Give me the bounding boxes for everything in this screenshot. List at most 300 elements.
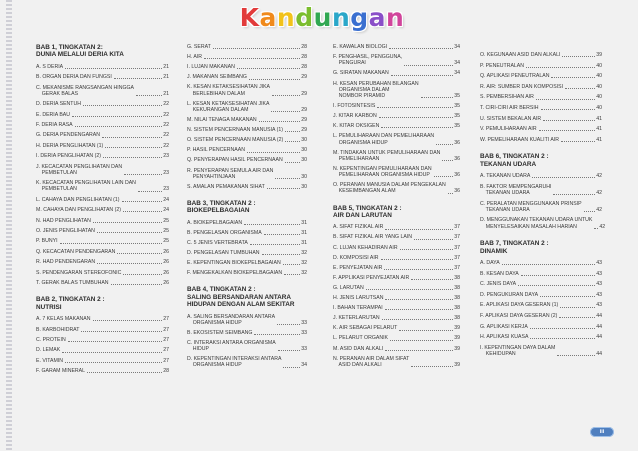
toc-entry[interactable] (36, 197, 169, 203)
toc-entry-page: 41 (596, 126, 602, 133)
toc-entry-title: O. PERANAN MANUSIA DALAM PENGEKALAN KESEIMBANGAN ALAM (333, 182, 446, 195)
toc-entry-title: G. APLIKASI KERJA (480, 323, 528, 330)
toc-entry-title: K. KITAR OKSIGEN (333, 123, 380, 130)
toc-entry[interactable] (36, 228, 169, 234)
toc-entry[interactable] (36, 64, 169, 70)
dot-leader (81, 331, 162, 332)
toc-entry[interactable] (187, 314, 307, 326)
dot-leader (278, 350, 301, 351)
dot-leader (434, 176, 454, 177)
dot-leader (436, 144, 453, 145)
dot-leader (105, 147, 162, 148)
toc-entry-page: 26 (163, 248, 169, 255)
toc-entry[interactable] (333, 305, 460, 311)
toc-entry[interactable] (480, 52, 602, 58)
toc-entry-title: O. JENIS PENGLIHATAN (36, 228, 95, 234)
dot-leader (389, 48, 453, 49)
toc-entry-page: 25 (163, 238, 169, 245)
toc-entry[interactable] (36, 122, 169, 128)
toc-entry-title: I. DERIA PENGLIHATAN (2) (36, 153, 101, 160)
dot-leader (414, 239, 453, 240)
toc-entry[interactable] (187, 84, 307, 96)
toc-entry-page: 37 (454, 254, 460, 261)
toc-entry-title: E. DERIA BAU (36, 111, 71, 118)
dot-leader (530, 338, 595, 339)
toc-entry[interactable] (36, 347, 169, 353)
toc-entry-title: F. APPLIKASI PENYEJATAN AIR (333, 274, 410, 281)
toc-entry[interactable] (480, 313, 602, 319)
dot-leader (390, 340, 453, 341)
toc-entry-page: 39 (454, 335, 460, 342)
toc-entry[interactable] (187, 330, 307, 336)
dot-leader (87, 372, 162, 373)
toc-entry-page: 41 (596, 136, 602, 143)
toc-entry[interactable] (333, 275, 460, 281)
toc-entry-page: 37 (454, 224, 460, 231)
toc-entry[interactable] (480, 345, 602, 357)
dot-leader (136, 95, 162, 96)
toc-entry-title: S. AMALAN PEMAKANAN SIHAT (187, 183, 265, 190)
toc-entry-page: 43 (596, 291, 602, 298)
toc-entry-page: 22 (163, 101, 169, 108)
dot-leader (204, 58, 300, 59)
dot-leader (411, 279, 453, 280)
toc-entry[interactable] (333, 255, 460, 261)
toc-entry-page: 43 (596, 260, 602, 266)
dot-leader (68, 341, 163, 342)
toc-entry-page: 33 (301, 319, 307, 326)
toc-entry[interactable] (187, 184, 307, 190)
toc-entry-title: R. HAD PENDENGARAN (36, 259, 96, 266)
toc-entry-title: F. MENGEKALKAN BIOKEPELBAGAIAN (187, 270, 283, 277)
dot-leader (584, 211, 596, 212)
toc-entry-page: 28 (301, 44, 307, 50)
toc-entry[interactable] (36, 259, 169, 265)
dot-leader (399, 330, 453, 331)
toc-entry[interactable] (333, 285, 460, 291)
toc-entry-page: 22 (163, 111, 169, 118)
toc-entry[interactable] (480, 281, 602, 287)
toc-entry[interactable] (187, 260, 307, 266)
dot-leader (97, 263, 162, 264)
toc-entry[interactable] (333, 224, 460, 230)
toc-entry-page: 36 (454, 155, 460, 162)
toc-entry[interactable] (36, 101, 169, 107)
toc-entry[interactable] (480, 173, 602, 179)
title-letter: n (386, 3, 405, 32)
toc-entry-page: 26 (163, 269, 169, 276)
toc-entry[interactable] (333, 44, 460, 50)
toc-entry[interactable] (480, 105, 602, 111)
toc-entry-page: 44 (596, 313, 602, 319)
dot-leader (404, 65, 453, 66)
toc-entry-title: G. SIRATAN MAKANAN (333, 70, 389, 77)
toc-entry-page: 26 (163, 259, 169, 266)
toc-entry-page: 28 (301, 64, 307, 71)
dot-leader (384, 269, 453, 270)
toc-entry-page: 31 (301, 229, 307, 236)
toc-entry-page: 23 (163, 186, 169, 193)
toc-entry-title: S. PENDENGARAN STEREOFONIC (36, 269, 122, 276)
dot-leader (122, 201, 163, 202)
toc-entry[interactable] (36, 143, 169, 149)
title-letter: a (259, 3, 277, 32)
dot-leader (400, 249, 454, 250)
toc-entry-page: 30 (301, 173, 307, 180)
toc-entry-title: C. 5 JENIS VERTEBRATA (187, 239, 248, 246)
toc-entry-page: 38 (454, 315, 460, 322)
toc-entry-title: D. KEPENTINGAN INTERAKSI ANTARA ORGANISMA HIDUP (187, 356, 282, 369)
toc-entry[interactable] (36, 74, 169, 80)
chapter-heading: BAB 1, TINGKATAN 2: DUNIA MELALUI DERIA KITA (36, 44, 124, 59)
toc-entry[interactable] (333, 234, 460, 240)
dot-leader (285, 141, 300, 142)
toc-entry-title: E. KAWALAN BIOLOGI (333, 44, 388, 50)
toc-entry-title: I. KEPENTINGAN DAYA DALAM KEHIDUPAN (480, 344, 556, 357)
toc-entry[interactable] (333, 356, 460, 368)
toc-entry-page: 42 (599, 223, 606, 230)
toc-entry-title: V. PEMULIHARAAN AIR (480, 126, 537, 133)
toc-entry[interactable] (333, 150, 460, 162)
toc-entry-title: N. HAD PENGLIHATAN (36, 217, 91, 224)
toc-entry[interactable] (187, 240, 307, 246)
toc-entry[interactable] (333, 54, 460, 66)
toc-entry[interactable] (480, 271, 602, 277)
toc-entry-title: N. SISTEM PENCERNAAN MANUSIA (1) (187, 127, 283, 134)
toc-entry-page: 33 (301, 329, 307, 336)
toc-entry[interactable] (480, 260, 602, 266)
toc-entry[interactable] (187, 44, 307, 50)
toc-entry-title: L. PELARUT ORGANIK (333, 335, 388, 342)
toc-entry[interactable] (36, 85, 169, 97)
toc-entry[interactable] (333, 265, 460, 271)
toc-entry-page: 29 (301, 106, 307, 113)
toc-entry-page: 29 (301, 127, 307, 134)
toc-entry-page: 35 (454, 92, 460, 99)
toc-entry[interactable] (187, 127, 307, 133)
toc-entry-title: A. SIFAT FIZIKAL AIR (333, 224, 384, 231)
toc-entry-page: 43 (596, 281, 602, 288)
toc-entry[interactable] (187, 74, 307, 80)
dot-leader (249, 79, 300, 80)
title-letter: g (350, 3, 369, 32)
toc-entry-title: Q. PENYERAPAN HASIL PENCERNAAN (187, 157, 283, 164)
toc-entry[interactable] (333, 315, 460, 321)
toc-entry-title: B. KESAN DAYA (480, 270, 519, 277)
toc-entry[interactable] (333, 103, 460, 109)
toc-entry-title: P. PENEUTRALAN (480, 62, 525, 69)
toc-entry[interactable] (480, 73, 602, 79)
toc-entry-title: K. KESAN KETAKSESIHATAN JIKA BERLEBIHAN DALAM (187, 84, 271, 97)
toc-entry-page: 39 (454, 325, 460, 332)
toc-entry-page: 44 (596, 323, 602, 330)
toc-entry[interactable] (187, 168, 307, 180)
chapter-heading: BAB 4, TINGKATAN 2 : SALING BERSANDARAN ANTARA HIDUPAN DENGAN ALAM SEKITAR (187, 286, 295, 309)
toc-entry-page: 42 (596, 173, 602, 180)
toc-entry[interactable] (333, 182, 460, 194)
dot-leader (117, 253, 162, 254)
dot-leader (123, 274, 162, 275)
toc-entry-title: H. DERIA PENGLIHATAN (1) (36, 142, 104, 149)
toc-entry[interactable] (480, 201, 602, 213)
toc-entry-title: C. MEKANISME RANGSANGAN HINGGA GERAK BALAS (36, 84, 135, 97)
toc-entry-title: M. ASID DAN ALKALI (333, 345, 384, 352)
toc-entry-title: N. KEPENTINGAN PEMULIHARAAN DAN PEMELIHARAAN ORGANISMA HIDUP (333, 165, 432, 179)
dot-leader (264, 234, 301, 235)
toc-entry[interactable] (36, 368, 169, 374)
title-letter: K (239, 3, 260, 32)
toc-entry-page: 29 (301, 117, 307, 123)
toc-entry[interactable] (333, 81, 460, 100)
toc-entry[interactable] (480, 126, 602, 132)
toc-entry[interactable] (333, 335, 460, 341)
dot-leader (138, 191, 162, 192)
toc-entry-title: E. PENYEJATAN AIR (333, 264, 383, 271)
toc-entry[interactable] (36, 337, 169, 343)
dot-leader (283, 367, 300, 368)
toc-entry-page: 27 (163, 357, 169, 364)
dot-leader (421, 97, 454, 98)
toc-entry-title: H. AIR (187, 54, 202, 61)
toc-entry-page: 37 (454, 264, 460, 271)
dot-leader (124, 174, 162, 175)
toc-entry[interactable] (333, 245, 460, 251)
toc-entry-page: 24 (163, 207, 169, 214)
dot-leader (532, 177, 595, 178)
toc-entry[interactable] (36, 280, 169, 286)
toc-entry-page: 36 (454, 172, 460, 179)
dot-leader (83, 105, 162, 106)
dot-leader (502, 264, 596, 265)
toc-entry[interactable] (36, 112, 169, 118)
toc-entry-title: J. MAKANAN SEIMBANG (187, 74, 247, 81)
toc-entry[interactable] (187, 117, 307, 123)
toc-entry-page: 34 (454, 44, 460, 50)
title-letter: u (313, 3, 332, 32)
dot-leader (65, 68, 162, 69)
toc-entry-title: B. EKOSISTEM SEIMBANG (187, 329, 253, 336)
toc-entry-title: U. SISTEM BEKALAN AIR (480, 115, 542, 122)
toc-entry-page: 44 (596, 351, 602, 357)
toc-entry-title: A. DAYA (480, 260, 500, 266)
dot-leader (277, 324, 300, 325)
toc-entry-title: D. DERIA SENTUH (36, 101, 81, 108)
dot-leader (448, 193, 454, 194)
toc-entry[interactable] (480, 94, 602, 100)
toc-entry-page: 43 (596, 270, 602, 277)
toc-entry[interactable] (36, 316, 169, 322)
toc-entry-page: 42 (596, 190, 602, 196)
toc-entry-page: 21 (163, 63, 169, 70)
toc-entry[interactable] (36, 270, 169, 276)
toc-entry-page: 30 (301, 157, 307, 164)
toc-entry-page: 21 (163, 90, 169, 97)
dot-leader (557, 355, 595, 356)
toc-entry-page: 27 (163, 337, 169, 343)
toc-entry[interactable] (187, 147, 307, 153)
toc-entry-page: 40 (596, 73, 602, 80)
toc-entry[interactable] (480, 217, 606, 230)
dot-leader (385, 299, 453, 300)
dot-leader (385, 229, 453, 230)
toc-entry[interactable] (36, 358, 169, 364)
toc-entry[interactable] (480, 184, 602, 196)
toc-entry-title: C. PERALATAN MENGGUNAKAN PRINSIP TEKANAN UDARA (480, 200, 582, 213)
toc-entry[interactable] (480, 84, 602, 90)
dot-leader (543, 120, 595, 121)
toc-entry-page: 39 (454, 345, 460, 352)
dot-leader (560, 307, 595, 308)
toc-entry[interactable] (187, 157, 307, 163)
toc-entry-title: J. KECACATAN PENGLIHATAN DAN PEMBETULAN (36, 163, 123, 176)
toc-entry-title: B. FAKTOR MEMPENGARUHI TEKANAN UDARA (480, 183, 552, 196)
dot-leader (285, 131, 300, 132)
toc-entry-title: W. PEMELIHARAAN KUALITI AIR (480, 136, 559, 143)
toc-entry[interactable] (187, 356, 307, 368)
binding-stripes (6, 0, 12, 451)
toc-entry-page: 31 (301, 219, 307, 226)
toc-entry-page: 36 (454, 188, 460, 195)
toc-entry[interactable] (480, 116, 602, 122)
title-letter: d (295, 3, 314, 32)
toc-entry-page: 38 (454, 274, 460, 281)
dot-leader (62, 352, 162, 353)
page-number-badge: iii (590, 427, 614, 437)
toc-entry[interactable] (480, 302, 602, 308)
toc-entry-title: I. LUJAN MAKANAN (187, 64, 235, 71)
toc-entry[interactable] (36, 207, 169, 213)
toc-entry[interactable] (36, 153, 169, 159)
toc-entry-title: D. KOMPOSISI AIR (333, 254, 379, 261)
toc-entry-page: 25 (163, 228, 169, 234)
dot-leader (254, 334, 300, 335)
toc-entry-page: 30 (301, 183, 307, 190)
dot-leader (283, 264, 301, 265)
toc-entry[interactable] (187, 230, 307, 236)
dot-leader (530, 328, 595, 329)
toc-entry-title: L. CAHAYA DAN PENGLIHATAN (1) (36, 196, 120, 203)
toc-entry[interactable] (36, 238, 169, 244)
toc-entry[interactable] (187, 137, 307, 143)
toc-entry-title: P. HASIL PENCERNAAN (187, 147, 245, 154)
toc-entry-title: H. JENIS LARUTSAN (333, 295, 384, 301)
dot-leader (102, 137, 162, 138)
toc-entry[interactable] (333, 70, 460, 76)
toc-entry-page: 30 (301, 147, 307, 154)
toc-entry-page: 34 (454, 60, 460, 67)
toc-entry-page: 41 (596, 115, 602, 122)
toc-entry[interactable] (36, 132, 169, 138)
toc-entry-title: M. TINDAKAN UNTUK PEMULIHARAAN DAN PEMELIHARAAN (333, 149, 441, 162)
toc-entry-page: 30 (301, 137, 307, 144)
toc-entry[interactable] (187, 64, 307, 70)
toc-entry[interactable] (333, 113, 460, 119)
toc-entry-title: I. FOTOSINTESIS (333, 103, 376, 109)
toc-entry[interactable] (36, 180, 169, 192)
dot-leader (93, 320, 163, 321)
toc-entry-title: H. APLIKASI KUASA (480, 334, 529, 341)
chapter-heading: BAB 2, TINGKATAN 2 : NUTRISI (36, 296, 105, 311)
dot-leader (382, 319, 454, 320)
toc-entry-page: 39 (454, 361, 460, 368)
toc-entry-page: 35 (454, 103, 460, 109)
toc-entry-page: 29 (301, 74, 307, 81)
toc-entry-title: G. DERIA PENDENGARAN (36, 132, 100, 139)
toc-entry[interactable] (187, 54, 307, 60)
toc-entry[interactable] (333, 166, 460, 178)
toc-entry[interactable] (333, 346, 460, 352)
toc-entry-page: 28 (163, 368, 169, 375)
toc-entry-page: 33 (301, 346, 307, 353)
dot-leader (366, 289, 453, 290)
dot-leader (391, 75, 453, 76)
toc-entry-title: D. MENGGUNAKAN TEKANAN UDARA UNTUK MENYELESAIKAN MASALAH HARIAN (480, 217, 593, 230)
toc-entry-title: T. GERAK BALAS TUMBUHAN (36, 280, 109, 286)
toc-entry-title: D. PENGUKURAN DAYA (480, 291, 539, 298)
toc-entry[interactable] (333, 325, 460, 331)
toc-entry[interactable] (36, 327, 169, 333)
dot-leader (553, 194, 595, 195)
toc-entry[interactable] (333, 123, 460, 129)
toc-entry[interactable] (333, 295, 460, 301)
toc-entry-page: 22 (163, 142, 169, 149)
toc-entry[interactable] (36, 218, 169, 224)
toc-entry-page: 35 (454, 123, 460, 130)
toc-entry[interactable] (333, 133, 460, 145)
toc-entry-title: D. PENGELASAN TUMBUHAN (187, 250, 260, 256)
toc-entry-title: C. JENIS DAYA (480, 281, 517, 288)
toc-entry[interactable] (480, 63, 602, 69)
toc-entry[interactable] (36, 164, 169, 176)
dot-leader (385, 350, 453, 351)
dot-leader (114, 78, 162, 79)
toc-entry[interactable] (187, 220, 307, 226)
toc-entry-title: B. SIFAT FIZIKAL AIR YANG LAIN (333, 234, 412, 241)
toc-entry-page: 24 (163, 196, 169, 203)
toc-entry[interactable] (480, 334, 602, 340)
toc-entry-title: O. KEGUNAAN ASID DAN ALKALI (480, 52, 561, 58)
page-title (232, 0, 412, 36)
toc-entry-title: C. LUJAN KEHADIRAN AIR (333, 244, 398, 251)
toc-entry-title: E. KEPENTINGAN BIOKEPELBAGAIAN (187, 260, 281, 267)
toc-entry-title: Q. APLIKASI PENEUTRALAN (480, 73, 550, 80)
toc-entry[interactable] (187, 101, 307, 113)
toc-entry[interactable] (480, 137, 602, 143)
toc-entry[interactable] (187, 340, 307, 352)
toc-entry[interactable] (480, 292, 602, 298)
dot-leader (377, 107, 453, 108)
toc-entry-page: 43 (596, 302, 602, 309)
toc-entry-title: L. PEMULIHARAAN DAN PEMELIHARAAN ORGANISMA HIDUP (333, 133, 435, 146)
toc-entry[interactable] (187, 270, 307, 276)
dot-leader (539, 130, 596, 131)
dot-leader (237, 68, 300, 69)
toc-entry-title: K. AIR SEBAGAI PELARUT (333, 325, 398, 332)
chapter-heading: BAB 7, TINGKATAN 2 : DINAMIK (480, 240, 549, 255)
toc-entry-title: J. KETERLARUTAN (333, 315, 380, 322)
toc-entry-title: P. BUNYI (36, 238, 58, 245)
toc-entry[interactable] (187, 250, 307, 256)
toc-entry[interactable] (36, 249, 169, 255)
toc-entry-title: K. KECACATAN PENGLIHATAN LAIN DAN PEMBETULAN (36, 180, 136, 193)
toc-entry-page: 34 (301, 362, 307, 369)
dot-leader (259, 121, 301, 122)
toc-entry[interactable] (480, 324, 602, 330)
dot-leader (285, 162, 301, 163)
dot-leader (75, 126, 163, 127)
title-letter: n (276, 3, 296, 32)
dot-leader (541, 109, 596, 110)
